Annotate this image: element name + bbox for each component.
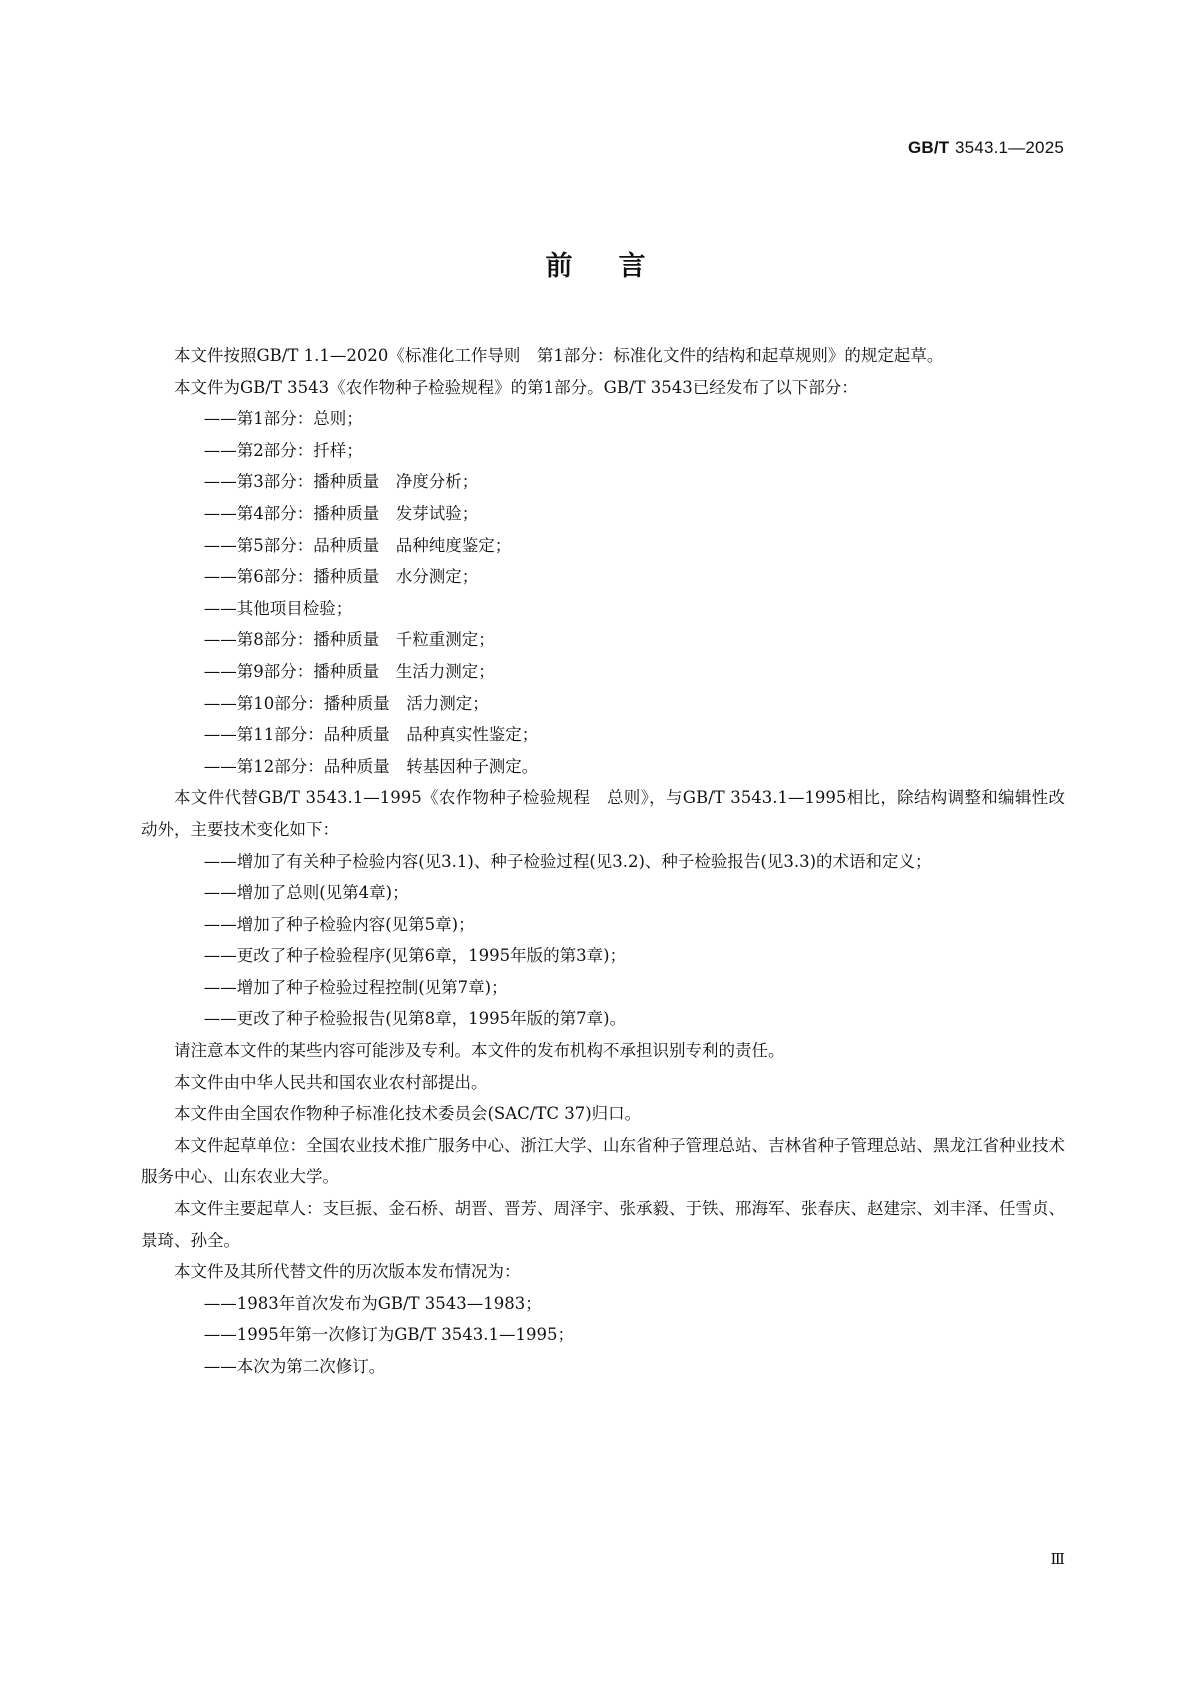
list-item: ——第12部分：品种质量 转基因种子测定。 bbox=[203, 756, 539, 776]
standard-code: GB/T bbox=[907, 138, 950, 157]
document-header bbox=[908, 138, 1064, 158]
foreword-body bbox=[141, 340, 1065, 1383]
page-number: Ⅲ bbox=[1050, 1550, 1065, 1568]
list-item: ——第2部分：扦样； bbox=[203, 440, 363, 460]
page-title: 前言 bbox=[545, 251, 692, 282]
list-item: ——第4部分：播种质量 发芽试验； bbox=[203, 503, 479, 523]
paragraph-drafters: 本文件主要起草人：支巨振、金石桥、胡晋、晋芳、周泽宇、张承毅、于铁、邢海军、张春庆、赵建宗、刘丰泽、任雪贞、景琦、孙全。 bbox=[141, 1199, 1065, 1250]
standard-number: 3543.1—2025 bbox=[954, 138, 1064, 157]
paragraph-proposer: 本文件由中华人民共和国农业农村部提出。 bbox=[174, 1072, 488, 1092]
paragraph-basis: 本文件按照GB/T 1.1—2020《标准化工作导则 第1部分：标准化文件的结构和起草规则》的规定起草。 bbox=[174, 346, 944, 365]
list-item: ——增加了总则(见第4章)； bbox=[203, 883, 409, 903]
list-item: ——更改了种子检验程序(见第6章，1995年版的第3章)； bbox=[203, 946, 627, 966]
paragraph-committee: 本文件由全国农作物种子标准化技术委员会(SAC/TC 37)归口。 bbox=[174, 1104, 642, 1124]
list-item: ——第5部分：品种质量 品种纯度鉴定； bbox=[203, 535, 512, 555]
list-item: ——第1部分：总则； bbox=[203, 409, 363, 429]
list-item: ——1983年首次发布为GB/T 3543—1983； bbox=[203, 1293, 542, 1313]
paragraph-series: 本文件为GB/T 3543《农作物种子检验规程》的第1部分。GB/T 3543已经发布了以下部分： bbox=[174, 377, 858, 397]
list-item: ——其他项目检验； bbox=[203, 598, 353, 618]
paragraph-replaces: 本文件代替GB/T 3543.1—1995《农作物种子检验规程 总则》，与GB/T 3543.1—1995相比，除结构调整和编辑性改动外，主要技术变化如下： bbox=[141, 788, 1065, 839]
list-item: ——增加了有关种子检验内容(见3.1)、种子检验过程(见3.2)、种子检验报告(见3.3)的术语和定义； bbox=[203, 851, 932, 871]
paragraph-history: 本文件及其所代替文件的历次版本发布情况为： bbox=[174, 1262, 521, 1282]
list-item: ——本次为第二次修订。 bbox=[203, 1357, 386, 1376]
paragraph-drafting-units: 本文件起草单位：全国农业技术推广服务中心、浙江大学、山东省种子管理总站、吉林省种子管理总站、黑龙江省种业技术服务中心、山东农业大学。 bbox=[141, 1135, 1065, 1187]
paragraph-patent: 请注意本文件的某些内容可能涉及专利。本文件的发布机构不承担识别专利的责任。 bbox=[174, 1041, 785, 1061]
list-item: ——第10部分：播种质量 活力测定； bbox=[203, 693, 489, 713]
list-item: ——第3部分：播种质量 净度分析； bbox=[203, 472, 479, 492]
list-item: ——第11部分：品种质量 品种真实性鉴定； bbox=[203, 725, 539, 745]
list-item: ——第6部分：播种质量 水分测定； bbox=[203, 567, 479, 587]
list-item: ——增加了种子检验过程控制(见第7章)； bbox=[203, 977, 508, 997]
list-item: ——第8部分：播种质量 千粒重测定； bbox=[203, 630, 495, 650]
list-item: ——更改了种子检验报告(见第8章，1995年版的第7章)。 bbox=[203, 1009, 627, 1029]
list-item: ——1995年第一次修订为GB/T 3543.1—1995； bbox=[203, 1325, 575, 1345]
list-item: ——第9部分：播种质量 生活力测定； bbox=[203, 661, 495, 681]
list-item: ——增加了种子检验内容(见第5章)； bbox=[203, 914, 475, 934]
